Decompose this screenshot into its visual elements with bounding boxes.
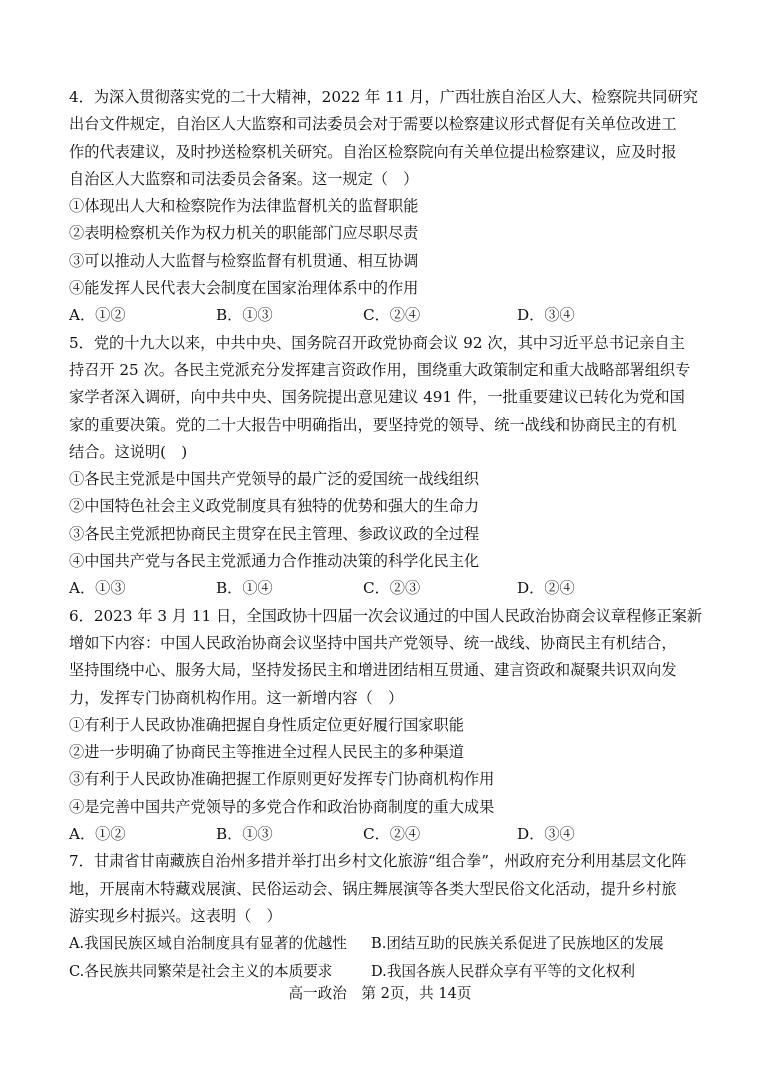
answer-options-row [69,958,699,985]
option-b: B.团结互助的民族关系促进了民族地区的发展 [371,935,664,953]
question-stem-line: 坚持围绕中心、服务大局，坚持发扬民主和增进团结相互贯通、建言资政和凝聚共识双向发 [69,661,677,680]
question-6 [69,603,703,849]
question-4 [69,84,699,330]
exam-page [69,84,703,985]
question-stem-line: 持召开 25 次。各民主党派充分发挥建言资政作用，围绕重大政策制定和重大战略部署组织专 [69,360,691,379]
statement: ①体现出人大和检察院作为法律监督机关的监督职能 [69,197,419,216]
question-stem-line: 自治区人大监察和司法委员会备案。这一规定（ ） [69,169,419,188]
statement: ④中国共产党与各民主党派通力合作推动决策的科学化民主化 [69,552,480,571]
question-5 [69,330,699,603]
question-7 [69,848,699,984]
option-a: A．①③ [69,579,126,598]
page-footer: 高一政治 第 2页，共 14页 [288,985,472,1002]
option-d: D．③④ [517,825,575,844]
question-stem-line: 游实现乡村振兴。这表明（ ） [69,906,282,925]
option-d: D．③④ [517,306,575,325]
statement: ③各民主党派把协商民主贯穿在民主管理、参政议政的全过程 [69,524,480,543]
option-a: A.我国民族区域自治制度具有显著的优越性 [69,935,347,953]
question-stem-line: 结合。这说明( ) [69,442,188,461]
option-b: B．①④ [216,579,273,598]
question-stem-line: 家学者深入调研，向中共中央、国务院提出意见建议 491 件，一批重要建议已转化为党和国 [69,388,685,407]
option-d: D．②④ [517,579,575,598]
statement: ②中国特色社会主义政党制度具有独特的优势和强大的生命力 [69,497,480,516]
question-stem-line: 家的重要决策。党的二十大报告中明确指出，要坚持党的领导、统一战线和协商民主的有机 [69,415,677,434]
option-c: C．②③ [363,579,421,598]
answer-options [69,821,699,848]
question-stem-line: 增如下内容：中国人民政治协商会议坚持中国共产党领导、统一战线、协商民主有机结合， [69,633,677,652]
statement: ③有利于人民政协准确把握工作原则更好发挥专门协商机构作用 [69,770,495,789]
statement: ③可以推动人大监督与检察监督有机贯通、相互协调 [69,251,419,270]
option-c: C．②④ [363,306,421,325]
question-stem-line: 作的代表建议，及时抄送检察机关研究。自治区检察院向有关单位提出检察建议，应及时报 [69,142,677,161]
statement: ①各民主党派是中国共产党领导的最广泛的爱国统一战线组织 [69,470,480,489]
question-stem-line: 地，开展南木特藏戏展演、民俗运动会、锅庄舞展演等各类大型民俗文化活动，提升乡村旅 [69,879,677,898]
option-b: B．①③ [216,306,273,325]
question-stem-line: 5．党的十九大以来，中共中央、国务院召开政党协商会议 92 次，其中习近平总书记亲自主 [69,333,685,352]
option-a: A．①② [69,825,126,844]
question-stem-line: 7．甘肃省甘南藏族自治州多措并举打出乡村文化旅游“组合拳”，州政府充分利用基层文化阵 [69,852,687,871]
answer-options [69,302,699,329]
option-d: D.我国各族人民群众享有平等的文化权利 [371,962,635,980]
statement: ④能发挥人民代表大会制度在国家治理体系中的作用 [69,279,419,298]
question-stem-line: 6．2023 年 3 月 11 日，全国政协十四届一次会议通过的中国人民政治协商会议章程修正案新 [69,606,703,625]
question-stem-line: 力，发挥专门协商机构作用。这一新增内容（ ） [69,688,404,707]
question-stem-line: 出台文件规定，自治区人大监察和司法委员会对于需要以检察建议形式督促有关单位改进工 [69,115,677,134]
option-c: C.各民族共同繁荣是社会主义的本质要求 [69,962,333,980]
answer-options-row [69,930,699,957]
option-c: C．②④ [363,825,421,844]
question-stem-line: 4．为深入贯彻落实党的二十大精神，2022 年 11 月，广西壮族自治区人大、检察院共同研究 [69,88,698,106]
statement: ②进一步明确了协商民主等推进全过程人民民主的多种渠道 [69,743,464,762]
answer-options [69,575,699,602]
option-a: A．①② [69,306,126,325]
statement: ①有利于人民政协准确把握自身性质定位更好履行国家职能 [69,715,464,734]
option-b: B．①③ [216,825,273,844]
statement: ④是完善中国共产党领导的多党合作和政治协商制度的重大成果 [69,797,495,816]
statement: ②表明检察机关作为权力机关的职能部门应尽职尽责 [69,224,419,243]
